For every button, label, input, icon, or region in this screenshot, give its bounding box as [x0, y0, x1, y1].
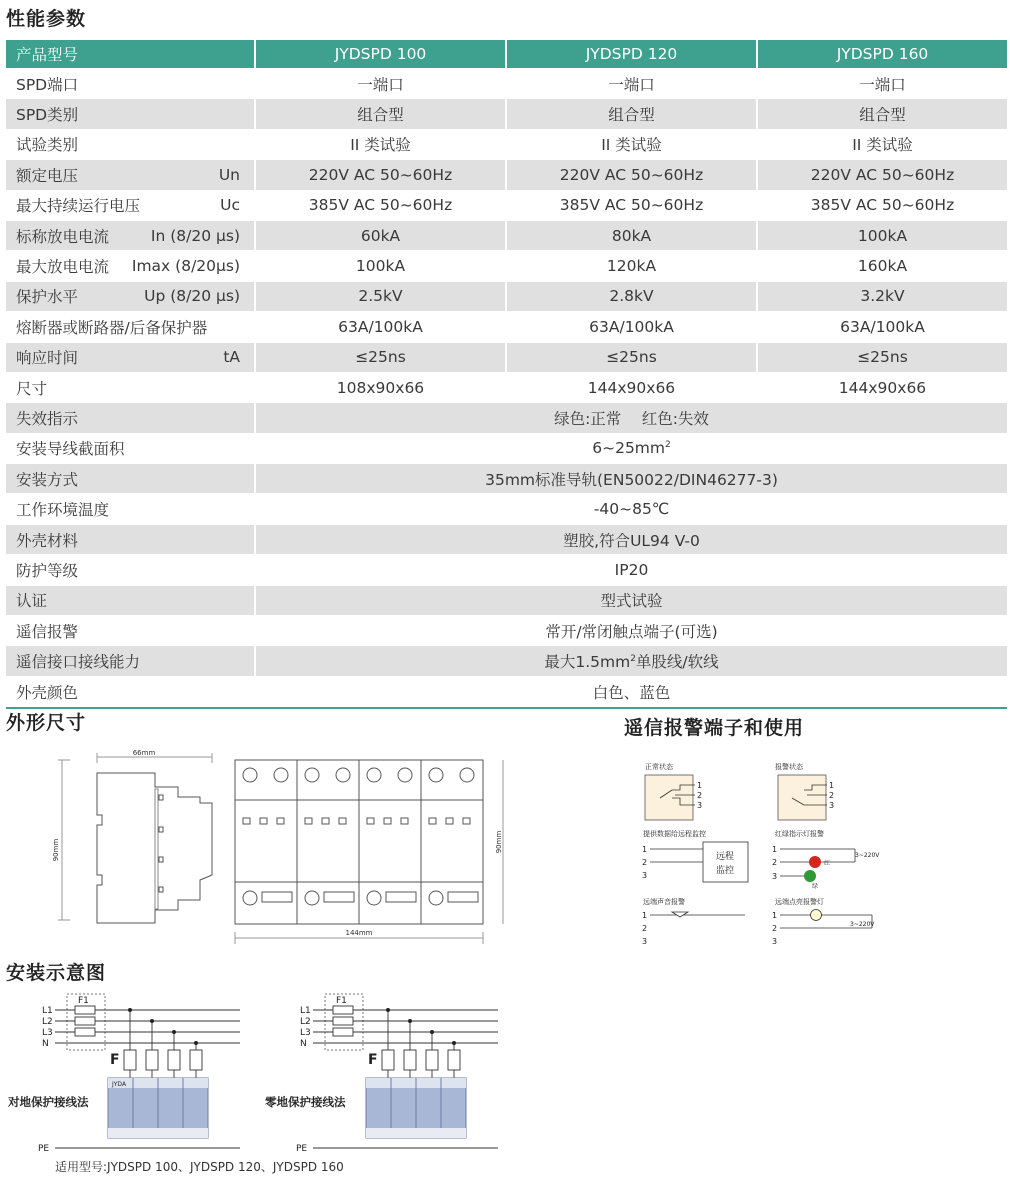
table-row [6, 99, 1007, 129]
table-header-row [6, 40, 1007, 69]
row-label [6, 191, 254, 221]
left-method-label: 对地保护接线法 [8, 1095, 89, 1109]
row-label: 安装方式 [6, 464, 254, 494]
table-cell: 组合型 [254, 99, 505, 129]
row-label: 遥信报警 [6, 616, 254, 646]
table-merged-cell: IP20 [254, 555, 1007, 585]
pin-2-c: 2 [642, 858, 648, 867]
row-label [6, 373, 254, 403]
row-label [6, 69, 254, 99]
table-cell: 160kA [756, 251, 1007, 281]
table-cell: 3.2kV [756, 282, 1007, 312]
pin-2-f: 2 [772, 924, 778, 933]
section-title-remote-alarm: 遥信报警端子和使用 [624, 717, 805, 739]
table-merged-cell: -40~85℃ [254, 494, 1007, 524]
table-cell: 一端口 [756, 69, 1007, 99]
section-title-installation: 安装示意图 [6, 962, 107, 984]
table-cell: 385V AC 50~60Hz [254, 191, 505, 221]
table-cell: 2.5kV [254, 282, 505, 312]
pin-2-a: 2 [697, 791, 703, 800]
pin-3-e: 3 [642, 937, 648, 946]
table-cell: 80kA [505, 221, 756, 251]
applicable-models-footnote: 适用型号:JYDSPD 100、JYDSPD 120、JYDSPD 160 [55, 1160, 344, 1174]
table-row [6, 555, 1007, 585]
row-label: 认证 [6, 586, 254, 616]
voltage-label: 3~220V [855, 852, 880, 859]
table-row [6, 403, 1007, 433]
row-label-text: SPD类别 [16, 106, 79, 125]
row-label-text: 试验类别 [16, 136, 79, 155]
table-row [6, 586, 1007, 616]
row-label-text: 响应时间 [16, 349, 79, 368]
dimension-drawing [40, 745, 520, 945]
table-row [6, 69, 1007, 99]
table-merged-cell: 塑胶,符合UL94 V-0 [254, 525, 1007, 555]
table-header-cell: JYDSPD 120 [505, 40, 756, 69]
row-symbol: In (8/20 μs) [150, 226, 240, 245]
table-row [6, 525, 1007, 555]
table-cell: 一端口 [254, 69, 505, 99]
table-merged-cell: 常开/常闭触点端子(可选) [254, 616, 1007, 646]
line-l2-b: L2 [300, 1017, 311, 1027]
f1-label-b: F1 [336, 996, 347, 1006]
row-label [6, 130, 254, 160]
row-label: 安装导线截面积 [6, 434, 254, 464]
line-n-b: N [300, 1039, 307, 1049]
row-label-text: 最大持续运行电压 [16, 197, 141, 216]
row-label: 防护等级 [6, 555, 254, 585]
pe-label-b: PE [296, 1144, 308, 1154]
pin-2-e: 2 [642, 924, 648, 933]
f1-label-a: F1 [78, 996, 89, 1006]
pin-1-d: 1 [772, 845, 778, 854]
pin-3-d: 3 [772, 872, 778, 881]
data-monitor-label: 提供数据给远程监控 [643, 830, 706, 838]
pin-1-f: 1 [772, 911, 778, 920]
table-cell: 组合型 [505, 99, 756, 129]
row-label: 遥信接口接线能力 [6, 646, 254, 676]
pin-2-d: 2 [772, 858, 778, 867]
table-row [6, 251, 1007, 281]
row-label [6, 312, 254, 342]
row-label [6, 343, 254, 373]
superscript: 2 [630, 653, 636, 664]
table-cell: ≤25ns [756, 343, 1007, 373]
table-row [6, 494, 1007, 524]
table-cell: ≤25ns [505, 343, 756, 373]
voltage-label-2: 3~220V [850, 921, 875, 928]
row-label-text: 保护水平 [16, 288, 79, 307]
table-header-cell: JYDSPD 160 [756, 40, 1007, 69]
pe-label-a: PE [38, 1144, 50, 1154]
table-cell: 63A/100kA [756, 312, 1007, 342]
table-cell: II 类试验 [756, 130, 1007, 160]
row-label: 外壳材料 [6, 525, 254, 555]
table-merged-cell: 最大$1.5mm^2$单股线/软线 [254, 646, 1007, 676]
table-row [6, 160, 1007, 190]
row-symbol: Imax (8/20μs) [131, 257, 240, 276]
f-label-b: F [368, 1052, 378, 1068]
line-l2-a: L2 [42, 1017, 53, 1027]
table-cell: 一端口 [505, 69, 756, 99]
table-cell: 385V AC 50~60Hz [756, 191, 1007, 221]
row-label-text: 最大放电电流 [16, 258, 110, 277]
f-label-a: F [110, 1052, 120, 1068]
row-label-text: 标称放电电流 [16, 227, 110, 246]
line-l3-a: L3 [42, 1028, 53, 1038]
table-merged-cell: $6\sim 25mm^2$ [254, 434, 1007, 464]
dim-height-label: 90mm [52, 838, 60, 862]
red-label: 红 [824, 860, 831, 867]
table-merged-cell: 35mm标准导轨(EN50022/DIN46277-3) [254, 464, 1007, 494]
row-label-text: 额定电压 [16, 166, 79, 185]
alarm-state-label: 报警状态 [775, 763, 803, 771]
light-alarm-label: 红绿指示灯报警 [775, 830, 824, 838]
pin-1-b: 1 [829, 781, 835, 790]
row-label [6, 221, 254, 251]
installation-diagrams [0, 990, 520, 1155]
pin-3-a: 3 [697, 801, 703, 810]
line-l1-b: L1 [300, 1006, 311, 1016]
spec-table [6, 40, 1007, 709]
table-row [6, 312, 1007, 342]
brand-a1: JYDA [112, 1081, 127, 1088]
green-label: 绿 [812, 883, 819, 890]
table-cell: ≤25ns [254, 343, 505, 373]
table-row [6, 373, 1007, 403]
table-row [6, 646, 1007, 676]
dim-width-label: 66mm [132, 749, 156, 757]
row-label [6, 251, 254, 281]
table-header-cell: 产品型号 [6, 40, 254, 69]
right-method-label: 零地保护接线法 [265, 1095, 346, 1109]
row-symbol: Uc [220, 196, 240, 215]
row-label-text: 尺寸 [16, 379, 48, 398]
table-cell: 220V AC 50~60Hz [505, 160, 756, 190]
table-row [6, 434, 1007, 464]
pin-1-e: 1 [642, 911, 648, 920]
table-cell: II 类试验 [505, 130, 756, 160]
table-cell: 385V AC 50~60Hz [505, 191, 756, 221]
row-label [6, 160, 254, 190]
table-cell: 60kA [254, 221, 505, 251]
remote-alarm-diagrams [640, 760, 900, 960]
table-cell: 2.8kV [505, 282, 756, 312]
row-label-text: SPD端口 [16, 75, 79, 94]
row-label: 失效指示 [6, 403, 254, 433]
table-merged-cell: 型式试验 [254, 586, 1007, 616]
table-merged-cell: 白色、蓝色 [254, 677, 1007, 707]
table-cell: 组合型 [756, 99, 1007, 129]
row-label: 外壳颜色 [6, 677, 254, 707]
pin-3-b: 3 [829, 801, 835, 810]
row-label [6, 99, 254, 129]
pin-1-c: 1 [642, 845, 648, 854]
table-row [6, 616, 1007, 646]
lamp-alarm-label: 远端点亮报警灯 [775, 898, 824, 906]
pin-1-a: 1 [697, 781, 703, 790]
normal-state-label: 正常状态 [645, 763, 673, 771]
section-title-dimensions: 外形尺寸 [6, 712, 87, 734]
table-merged-cell: 绿色:正常 红色:失效 [254, 403, 1007, 433]
pin-3-f: 3 [772, 937, 778, 946]
row-label: 工作环境温度 [6, 494, 254, 524]
sound-alarm-label: 远端声音报警 [643, 898, 685, 906]
table-cell: 100kA [756, 221, 1007, 251]
line-l3-b: L3 [300, 1028, 311, 1038]
pin-2-b: 2 [829, 791, 835, 800]
remote-box-line2: 监控 [716, 866, 735, 876]
row-label [6, 282, 254, 312]
table-row [6, 343, 1007, 373]
table-row [6, 464, 1007, 494]
row-symbol: Un [218, 165, 240, 184]
line-l1-a: L1 [42, 1006, 53, 1016]
section-title-performance: 性能参数 [6, 8, 87, 30]
superscript: 2 [665, 440, 671, 451]
row-symbol: Up (8/20 μs) [144, 287, 240, 306]
table-cell: 120kA [505, 251, 756, 281]
table-header-cell: JYDSPD 100 [254, 40, 505, 69]
table-cell: 63A/100kA [254, 312, 505, 342]
table-cell: 144x90x66 [756, 373, 1007, 403]
line-n-a: N [42, 1039, 49, 1049]
table-cell: 108x90x66 [254, 373, 505, 403]
table-cell: 100kA [254, 251, 505, 281]
table-cell: 220V AC 50~60Hz [756, 160, 1007, 190]
table-cell: 220V AC 50~60Hz [254, 160, 505, 190]
row-symbol: tA [223, 348, 240, 367]
table-row [6, 282, 1007, 312]
pin-3-c: 3 [642, 871, 648, 880]
dim-height-label-2: 90mm [495, 830, 503, 854]
table-row [6, 130, 1007, 160]
row-label-text: 熔断器或断路器/后备保护器 [16, 318, 208, 337]
table-row [6, 191, 1007, 221]
table-cell: 144x90x66 [505, 373, 756, 403]
dim-length-label: 144mm [345, 929, 373, 937]
remote-box-line1: 远程 [716, 852, 735, 862]
table-row [6, 221, 1007, 251]
table-cell: II 类试验 [254, 130, 505, 160]
table-cell: 63A/100kA [505, 312, 756, 342]
table-row [6, 677, 1007, 707]
